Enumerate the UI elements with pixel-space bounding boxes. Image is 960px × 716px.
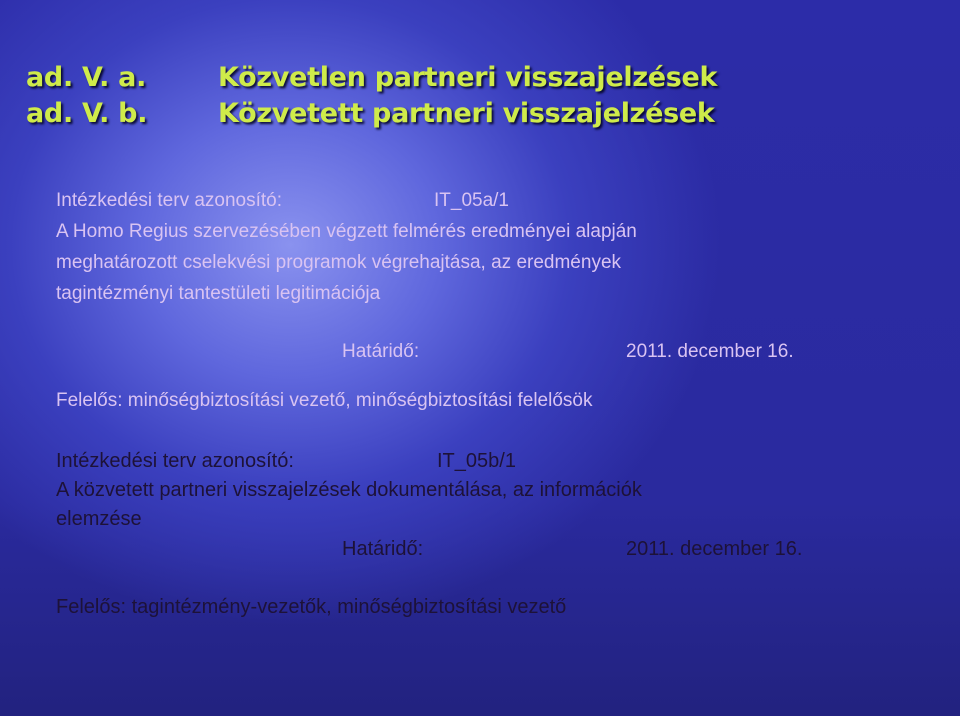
plan-a-description-line: meghatározott cselekvési programok végrehajtása, az eredmények xyxy=(56,252,622,273)
plan-a-responsible: Felelős: minőségbiztosítási vezető, minőségbiztosítási felelősök xyxy=(56,390,593,411)
plan-a-description-line: A Homo Regius szervezésében végzett felmérés eredményei alapján xyxy=(56,221,637,242)
plan-b-description-line: A közvetett partneri visszajelzések dokumentálása, az információk xyxy=(56,479,642,501)
section-title-a: Közvetlen partneri visszajelzések xyxy=(218,62,718,93)
plan-b-id-label: Intézkedési terv azonosító: xyxy=(56,450,294,472)
plan-b-responsible: Felelős: tagintézmény-vezetők, minőségbiztosítási vezető xyxy=(56,596,567,618)
section-code-a: ad. V. a. xyxy=(26,62,147,93)
plan-a-deadline-value: 2011. december 16. xyxy=(626,341,794,362)
plan-b-description-line: elemzése xyxy=(56,508,142,530)
plan-b-deadline-value: 2011. december 16. xyxy=(626,538,803,560)
plan-a-description-line: tagintézményi tantestületi legitimációja xyxy=(56,283,381,304)
plan-b-deadline-label: Határidő: xyxy=(342,538,424,560)
plan-a-id-label: Intézkedési terv azonosító: xyxy=(56,190,283,211)
section-title-b: Közvetett partneri visszajelzések xyxy=(218,98,715,129)
plan-a-id-value: IT_05a/1 xyxy=(434,190,509,211)
plan-b-id-value: IT_05b/1 xyxy=(437,450,516,472)
section-code-b: ad. V. b. xyxy=(26,98,148,129)
plan-a-deadline-label: Határidő: xyxy=(342,341,420,362)
